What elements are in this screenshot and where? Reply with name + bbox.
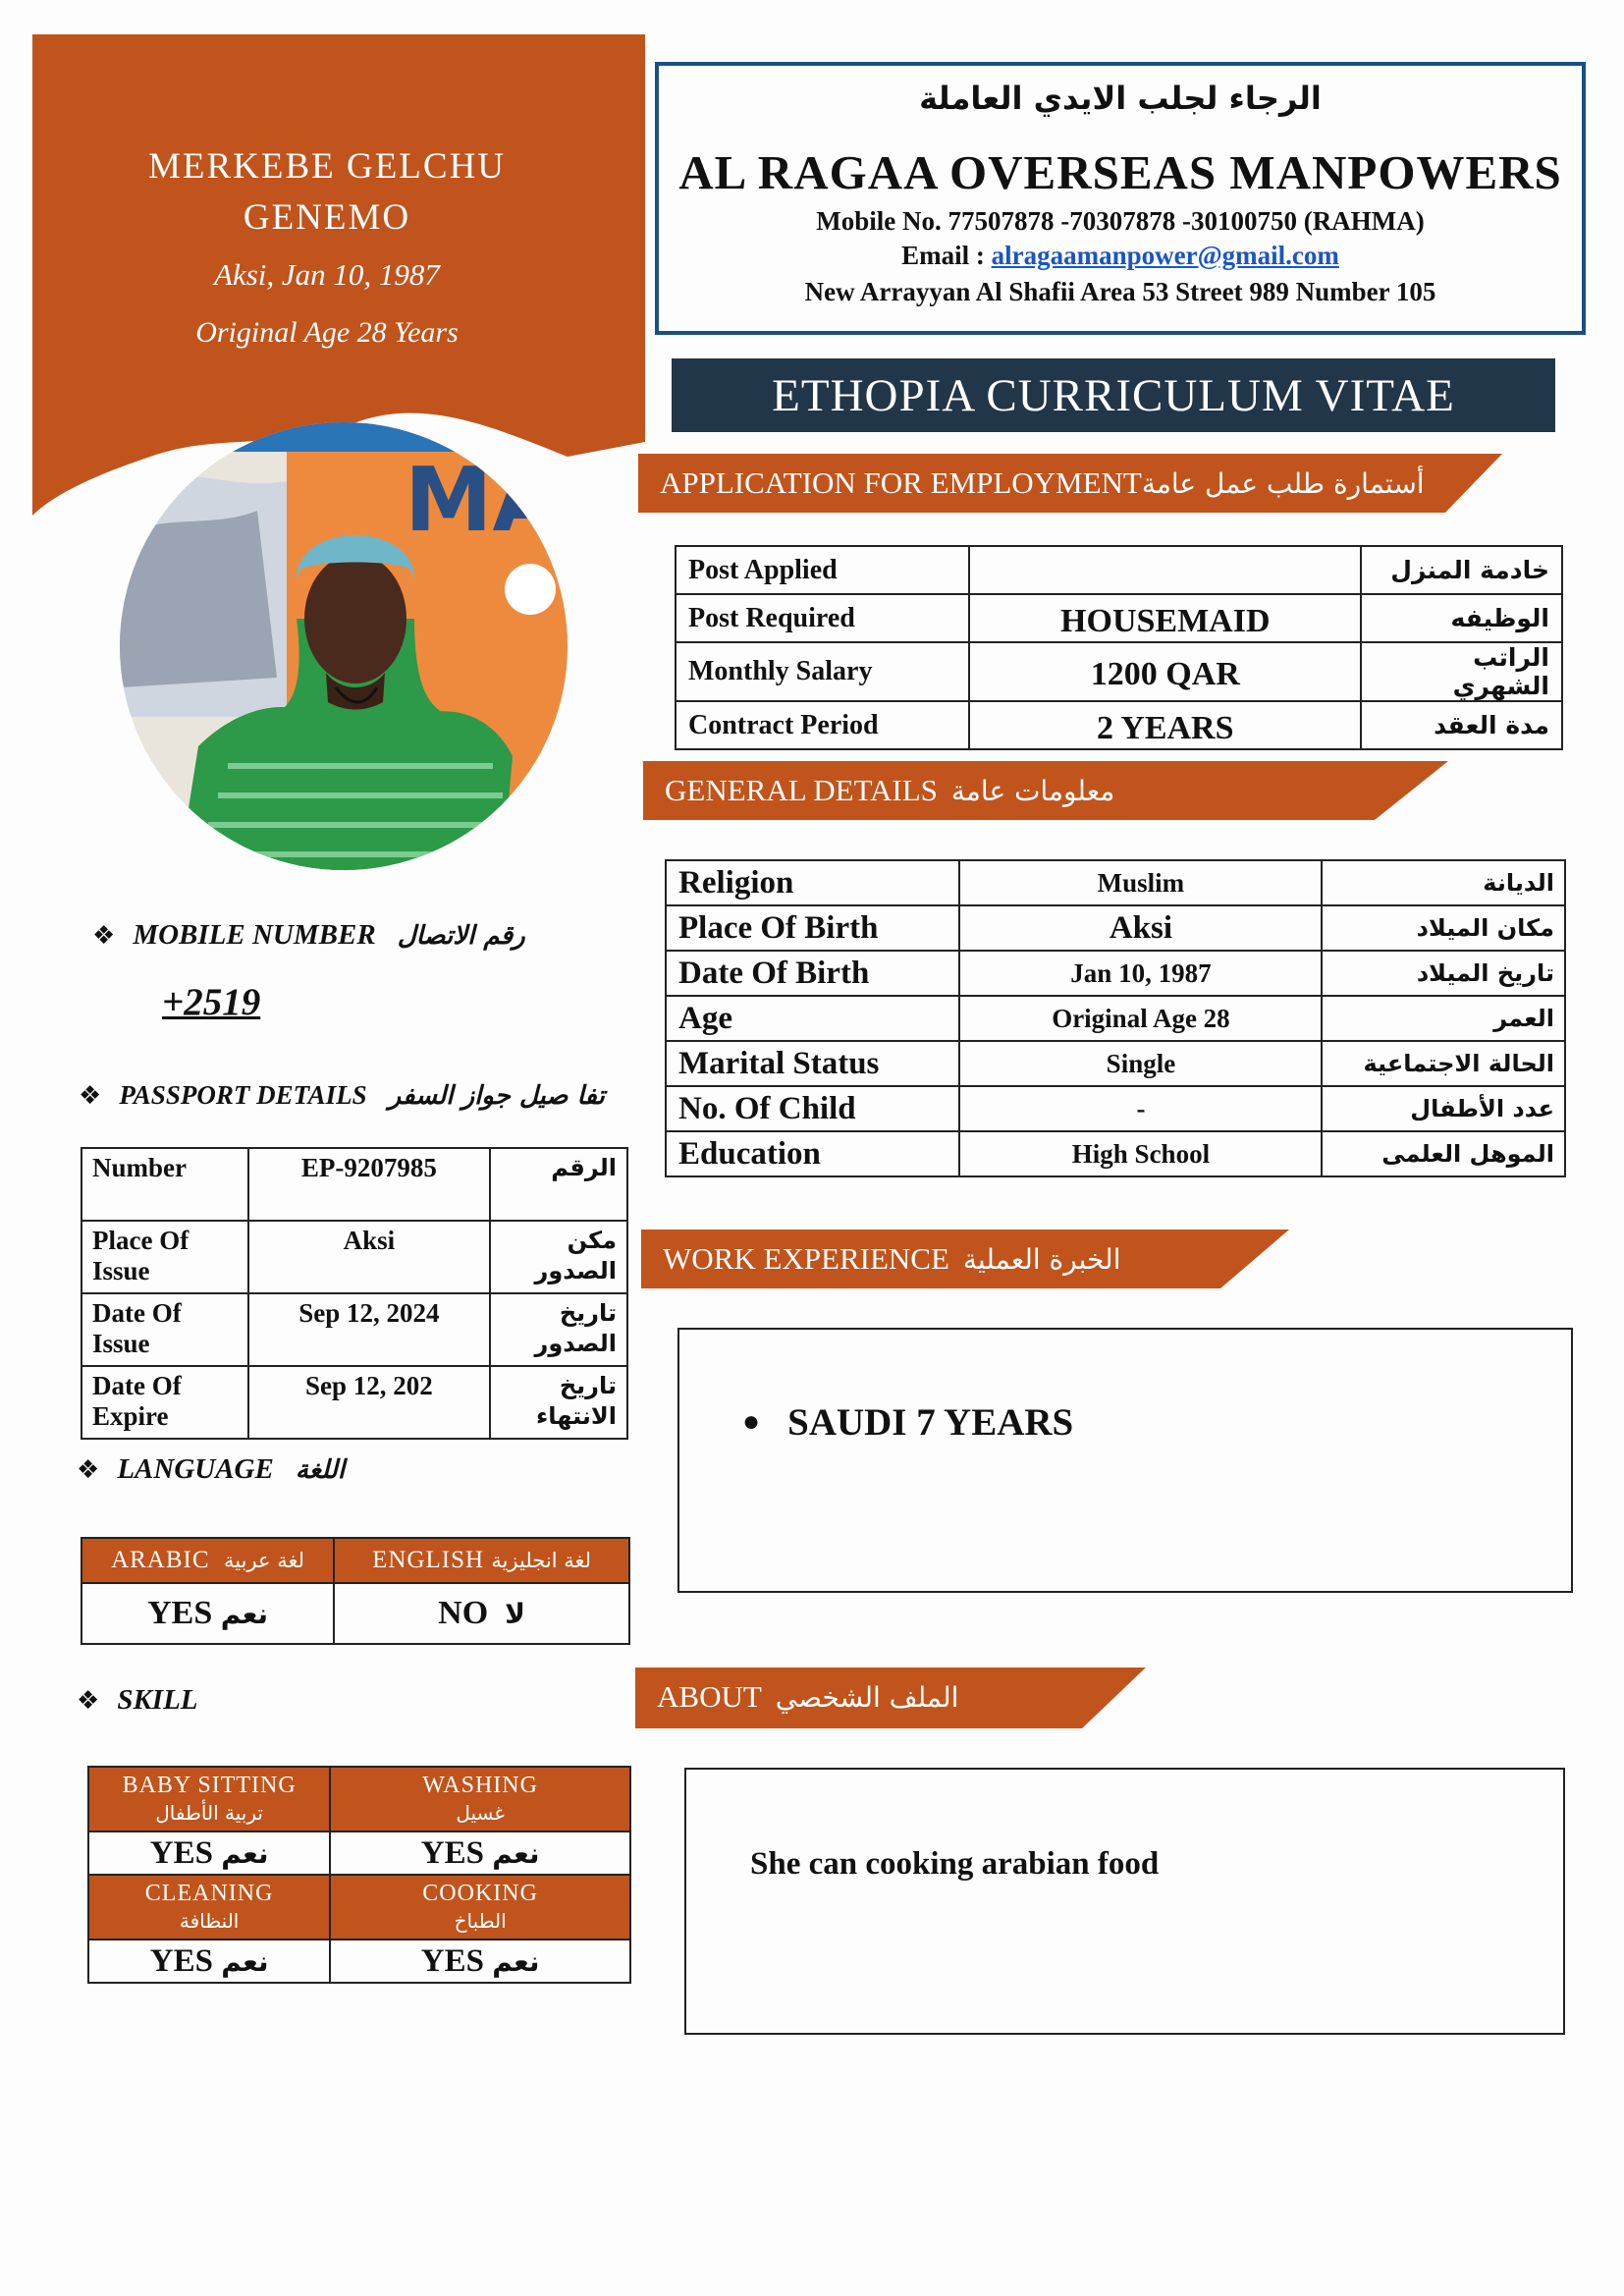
cell-value: Original Age 28	[959, 996, 1322, 1041]
cell-value: Sep 12, 2024	[248, 1293, 491, 1366]
banner-general-ar: معلومات عامة	[950, 775, 1115, 807]
table-row	[81, 1583, 629, 1644]
value-ar: نعم	[492, 1836, 540, 1870]
table-row	[676, 701, 1562, 749]
candidate-age: Original Age 28 Years	[195, 316, 459, 349]
value-en: YES	[147, 1595, 213, 1631]
value-ar: نعم	[220, 1598, 269, 1630]
cell-value: Jan 10, 1987	[959, 951, 1322, 996]
svg-text:MA: MA	[405, 449, 562, 552]
cell-label: Place Of Issue	[81, 1221, 248, 1293]
skill-en: CLEANING	[144, 1881, 274, 1906]
banner-work-ar: الخبرة العملية	[962, 1243, 1121, 1276]
lang-arabic-value	[81, 1583, 334, 1644]
table-row	[81, 1293, 627, 1366]
general-details-table	[665, 859, 1566, 1177]
banner-work	[641, 1230, 1289, 1288]
banner-about-ar: الملف الشخصي	[775, 1681, 959, 1714]
value-en: NO	[438, 1595, 489, 1631]
passport-label-ar: تفا صيل جواز السفر	[388, 1081, 605, 1111]
candidate-name-line1: MERKEBE GELCHU	[147, 146, 507, 187]
table-row	[88, 1875, 630, 1940]
cell-arabic: الوظيفه	[1361, 594, 1562, 642]
cell-value: EP-9207985	[248, 1148, 491, 1221]
table-row	[88, 1767, 630, 1831]
passport-table	[81, 1147, 628, 1440]
cell-label: Age	[666, 996, 959, 1041]
table-row	[676, 594, 1562, 642]
agency-mobile: Mobile No. 77507878 -70307878 -30100750 (RAHMA)	[816, 206, 1425, 236]
skill-heading	[77, 1684, 198, 1717]
diamond-bullet-icon: ❖	[79, 1081, 102, 1111]
lang-english-header	[334, 1538, 629, 1583]
cell-arabic: مكن الصدور	[490, 1221, 627, 1293]
cell-value: High School	[959, 1131, 1322, 1176]
cell-arabic: تاريخ الصدور	[490, 1293, 627, 1366]
skill-value	[330, 1940, 630, 1983]
bullet-icon: ●	[742, 1405, 761, 1438]
value-en: YES	[420, 1942, 484, 1979]
value-ar: نعم	[221, 1836, 269, 1870]
cell-arabic: العمر	[1322, 996, 1565, 1041]
lang-arabic-en: ARABIC	[111, 1547, 210, 1573]
agency-name-arabic: الرجاء لجلب الايدي العاملة	[919, 80, 1322, 117]
agency-address: New Arrayyan Al Shafii Area 53 Street 989 Number 105	[804, 277, 1436, 306]
lang-arabic-header	[81, 1538, 334, 1583]
cell-arabic: تاريخ الانتهاء	[490, 1366, 627, 1439]
cell-value: HOUSEMAID	[969, 594, 1361, 642]
skill-value	[330, 1831, 630, 1875]
cell-label: Date Of Birth	[666, 951, 959, 996]
cell-label: Post Applied	[676, 546, 969, 594]
cell-label: No. Of Child	[666, 1086, 959, 1131]
table-row	[666, 1041, 1565, 1086]
email-label: Email :	[901, 241, 992, 270]
skill-value	[88, 1940, 330, 1983]
cell-label: Contract Period	[676, 701, 969, 749]
table-row	[676, 546, 1562, 594]
cell-value: Muslim	[959, 860, 1322, 905]
cell-label: Post Required	[676, 594, 969, 642]
cell-value	[969, 546, 1361, 594]
list-item	[742, 1400, 1073, 1445]
table-row	[666, 951, 1565, 996]
cell-value: Single	[959, 1041, 1322, 1086]
mobile-label-ar: رقم الاتصال	[397, 921, 525, 951]
table-row	[88, 1831, 630, 1875]
lang-english-value	[334, 1583, 629, 1644]
language-label-ar: اللغة	[295, 1455, 346, 1485]
diamond-bullet-icon: ❖	[77, 1455, 100, 1485]
skill-table	[87, 1766, 631, 1984]
candidate-name-line2: GENEMO	[243, 197, 411, 238]
table-row	[88, 1940, 630, 1983]
skill-ar: النظافة	[179, 1909, 240, 1933]
language-label: LANGUAGE	[117, 1453, 274, 1485]
cell-label: Date Of Expire	[81, 1366, 248, 1439]
about-box	[684, 1768, 1565, 2035]
skill-en: WASHING	[422, 1773, 538, 1798]
cell-label: Date Of Issue	[81, 1293, 248, 1366]
cell-arabic: الراتب الشهري	[1361, 642, 1562, 701]
skill-header	[88, 1875, 330, 1940]
email-link[interactable]: alragaamanpower@gmail.com	[991, 241, 1339, 270]
value-en: YES	[420, 1834, 484, 1871]
passport-heading	[79, 1080, 605, 1111]
value-ar: لا	[505, 1598, 525, 1630]
skill-ar: تربية الأطفال	[155, 1801, 263, 1825]
candidate-birth: Aksi, Jan 10, 1987	[214, 257, 440, 292]
cell-label: Place Of Birth	[666, 905, 959, 951]
about-text: She can cooking arabian food	[750, 1846, 1160, 1882]
banner-application-en: APPLICATION FOR EMPLOYMENT	[660, 465, 1142, 500]
table-row	[81, 1538, 629, 1583]
diamond-bullet-icon: ❖	[92, 921, 116, 951]
lang-arabic-ar: لغة عربية	[224, 1549, 305, 1572]
table-row	[81, 1221, 627, 1293]
cell-arabic: الديانة	[1322, 860, 1565, 905]
banner-work-en: WORK EXPERIENCE	[663, 1241, 949, 1276]
mobile-label: MOBILE NUMBER	[133, 919, 376, 951]
language-table	[81, 1537, 630, 1645]
value-ar: نعم	[221, 1944, 269, 1978]
banner-application	[638, 454, 1502, 513]
skill-ar: غسيل	[456, 1801, 505, 1825]
table-row	[676, 642, 1562, 701]
cell-arabic: الحالة الاجتماعية	[1322, 1041, 1565, 1086]
value-en: YES	[149, 1834, 213, 1871]
skill-value	[88, 1831, 330, 1875]
cell-value: 2 YEARS	[969, 701, 1361, 749]
application-table	[675, 545, 1563, 750]
cell-label: Marital Status	[666, 1041, 959, 1086]
table-row	[666, 905, 1565, 951]
cell-arabic: عدد الأطفال	[1322, 1086, 1565, 1131]
cell-arabic: خادمة المنزل	[1361, 546, 1562, 594]
skill-header	[330, 1875, 630, 1940]
agency-box	[655, 62, 1586, 335]
candidate-photo	[120, 422, 568, 870]
value-ar: نعم	[492, 1944, 540, 1978]
cell-arabic: مدة العقد	[1361, 701, 1562, 749]
cell-label: Religion	[666, 860, 959, 905]
cell-value: Aksi	[248, 1221, 491, 1293]
skill-header	[330, 1767, 630, 1831]
banner-about	[635, 1667, 1146, 1726]
cell-label: Monthly Salary	[676, 642, 969, 701]
table-row	[666, 860, 1565, 905]
agency-email-line	[659, 241, 1582, 271]
skill-header	[88, 1767, 330, 1831]
table-row	[666, 1086, 1565, 1131]
lang-english-ar: لغة انجليزية	[491, 1549, 591, 1572]
work-item-text: SAUDI 7 YEARS	[787, 1401, 1074, 1444]
value-en: YES	[149, 1942, 213, 1979]
table-row	[81, 1148, 627, 1221]
cell-arabic: الموهل العلمى	[1322, 1131, 1565, 1176]
work-experience-box	[677, 1328, 1573, 1593]
skill-ar: الطباخ	[454, 1909, 507, 1933]
cv-title: ETHOPIA CURRICULUM VITAE	[672, 358, 1555, 432]
skill-label: SKILL	[117, 1684, 198, 1716]
cell-arabic: تاريخ الميلاد	[1322, 951, 1565, 996]
agency-name: AL RAGAA OVERSEAS MANPOWERS	[678, 145, 1562, 199]
cell-value: Aksi	[959, 905, 1322, 951]
cell-arabic: مكان الميلاد	[1322, 905, 1565, 951]
table-row	[666, 996, 1565, 1041]
passport-label: PASSPORT DETAILS	[119, 1080, 367, 1110]
table-row	[666, 1131, 1565, 1176]
skill-en: COOKING	[422, 1881, 538, 1906]
banner-general-en: GENERAL DETAILS	[665, 773, 938, 807]
cell-label: Education	[666, 1131, 959, 1176]
banner-about-en: ABOUT	[657, 1679, 762, 1714]
cell-arabic: الرقم	[490, 1148, 627, 1221]
banner-application-ar: أستمارة طلب عمل عامة	[1141, 467, 1425, 500]
skill-en: BABY SITTING	[122, 1773, 297, 1798]
language-heading	[77, 1453, 345, 1486]
lang-english-en: ENGLISH	[372, 1547, 485, 1573]
cell-value: Sep 12, 202	[248, 1366, 491, 1439]
cell-value: 1200 QAR	[969, 642, 1361, 701]
diamond-bullet-icon: ❖	[77, 1686, 100, 1716]
cell-label: Number	[81, 1148, 248, 1221]
mobile-number: +2519	[162, 981, 261, 1023]
banner-general	[643, 761, 1448, 820]
mobile-heading	[92, 919, 525, 952]
cell-value: -	[959, 1086, 1322, 1131]
table-row	[81, 1366, 627, 1439]
